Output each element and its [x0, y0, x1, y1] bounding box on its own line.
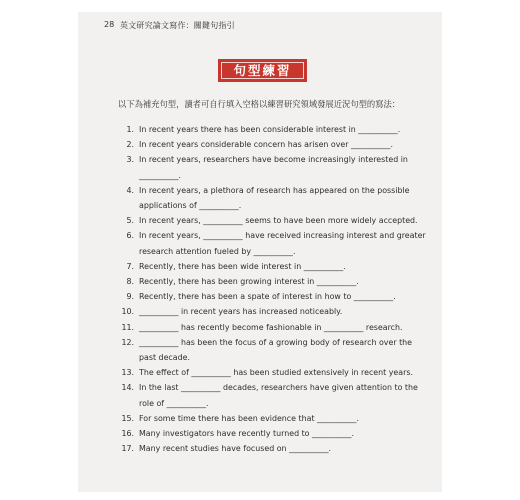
- list-item: [106, 152, 426, 182]
- item-text: Many investigators have recently turned to __________.: [139, 429, 354, 439]
- exercise-list: [106, 122, 426, 456]
- list-item: [106, 183, 426, 213]
- page-number: 28: [104, 20, 115, 29]
- item-number: 16.: [121, 429, 134, 439]
- item-text: __________ in recent years has increased noticeably.: [139, 307, 343, 317]
- item-number: 6.: [126, 231, 134, 241]
- book-title: 英文研究論文寫作：關鍵句指引: [120, 21, 235, 30]
- list-item: [106, 274, 426, 289]
- list-item: [106, 365, 426, 380]
- item-text: In recent years, researchers have become increasingly interested in __________.: [139, 155, 408, 180]
- item-text: Recently, there has been a spate of interest in how to __________.: [139, 292, 396, 302]
- list-item: [106, 289, 426, 304]
- item-text: In recent years considerable concern has arisen over __________.: [139, 140, 393, 150]
- list-item: [106, 259, 426, 274]
- item-number: 13.: [121, 368, 134, 378]
- list-item: [106, 380, 426, 410]
- item-number: 12.: [121, 337, 134, 347]
- item-number: 10.: [121, 307, 134, 317]
- item-number: 9.: [126, 292, 134, 302]
- item-text: Recently, there has been wide interest in __________.: [139, 261, 346, 271]
- item-text: In recent years, __________ seems to have been more widely accepted.: [139, 216, 418, 226]
- item-text: In the last __________ decades, researchers have given attention to the role of __________.: [139, 383, 418, 408]
- intro-text: 以下為補充句型，讀者可自行填入空格以練習研究領域發展近況句型的寫法：: [118, 99, 401, 109]
- list-item: [106, 122, 426, 137]
- list-item: [106, 228, 426, 258]
- item-number: 11.: [121, 322, 134, 332]
- list-item: [106, 213, 426, 228]
- list-item: [106, 441, 426, 456]
- item-text: In recent years, a plethora of research has appeared on the possible applications of __________.: [139, 185, 410, 211]
- section-title-banner: [218, 59, 307, 82]
- item-number: 17.: [121, 444, 134, 454]
- section-title: 句型練習: [233, 63, 292, 78]
- item-text: The effect of __________ has been studied extensively in recent years.: [139, 368, 413, 378]
- item-number: 5.: [126, 216, 134, 226]
- list-item: [106, 411, 426, 426]
- item-text: Many recent studies have focused on __________.: [139, 444, 332, 454]
- item-text: __________ has recently become fashionable in __________ research.: [139, 322, 403, 332]
- item-number: 4.: [126, 185, 134, 195]
- item-number: 15.: [121, 413, 134, 423]
- book-page: [78, 12, 442, 492]
- item-number: 7.: [126, 261, 134, 271]
- list-item: [106, 426, 426, 441]
- list-item: [106, 335, 426, 365]
- item-text: Recently, there has been growing interest in __________.: [139, 277, 359, 287]
- item-text: __________ has been the focus of a growing body of research over the past decade.: [139, 337, 413, 363]
- item-text: In recent years, __________ have received increasing interest and greater research attention fueled by __________.: [139, 231, 426, 256]
- item-text: In recent years there has been considerable interest in __________.: [139, 125, 401, 134]
- item-number: 8.: [126, 277, 134, 287]
- list-item: [106, 320, 426, 335]
- list-item: [106, 137, 426, 152]
- item-text: For some time there has been evidence that __________.: [139, 413, 360, 423]
- item-number: 3.: [126, 155, 134, 165]
- list-item: [106, 304, 426, 319]
- item-number: 1.: [126, 125, 134, 134]
- item-number: 2.: [126, 140, 134, 150]
- item-number: 14.: [121, 383, 134, 393]
